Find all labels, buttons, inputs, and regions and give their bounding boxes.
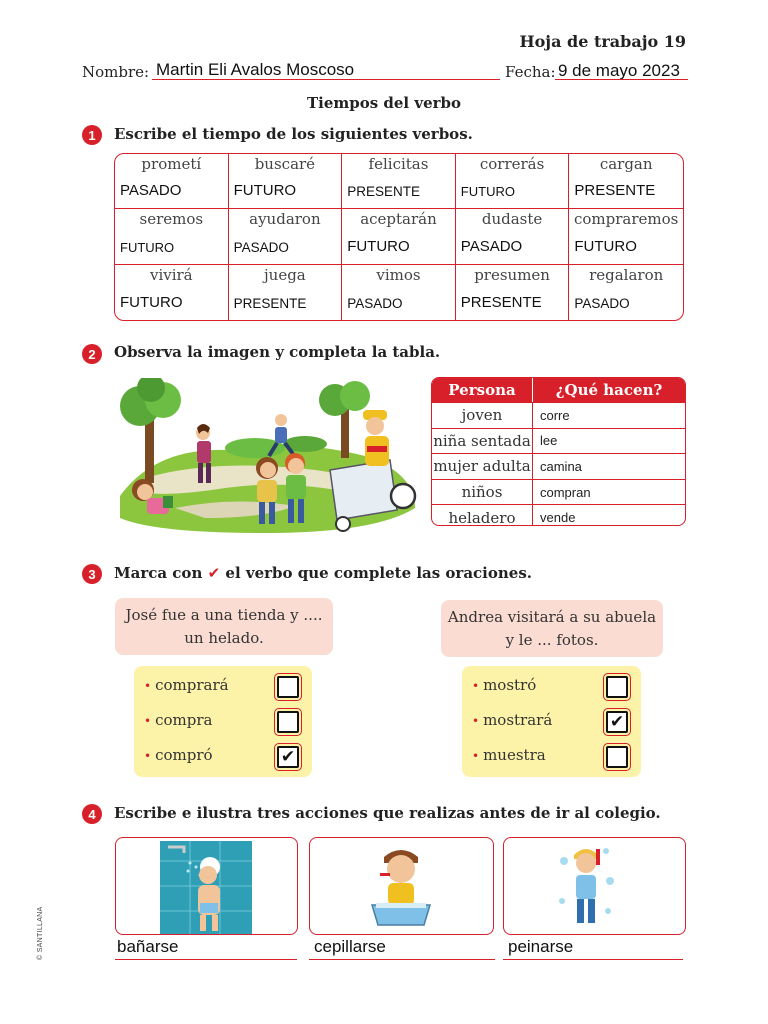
verb-text: vimos bbox=[376, 265, 421, 284]
persona-cell: niños bbox=[432, 480, 533, 505]
date-value[interactable]: 9 de mayo 2023 bbox=[558, 61, 680, 80]
action-2-line bbox=[309, 959, 495, 960]
section-2-instruction: Observa la imagen y completa la tabla. bbox=[114, 343, 441, 361]
name-underline bbox=[152, 79, 500, 80]
option-left-2-checkbox[interactable] bbox=[277, 711, 299, 733]
bullet-icon: • bbox=[472, 714, 480, 728]
section-1-instruction: Escribe el tiempo de los siguientes verbos. bbox=[114, 125, 473, 143]
action-2-text[interactable]: cepillarse bbox=[314, 937, 386, 956]
persona-cell: joven bbox=[432, 403, 533, 428]
shower-illustration bbox=[160, 841, 252, 934]
toothbrush-illustration bbox=[366, 841, 436, 931]
sentence-left-line1: José fue a una tienda y .... bbox=[125, 606, 323, 624]
bullet-icon: • bbox=[144, 714, 152, 728]
comb-hair-illustration bbox=[556, 841, 616, 929]
verb-cell bbox=[342, 265, 456, 320]
bullet-icon: • bbox=[144, 679, 152, 693]
verb-text: correrás bbox=[479, 155, 545, 173]
verb-cell bbox=[342, 209, 456, 264]
persona-table bbox=[431, 377, 686, 526]
tense-answer[interactable]: PASADO bbox=[120, 182, 182, 200]
option-right-2 bbox=[472, 711, 552, 729]
verb-text: compraremos bbox=[574, 210, 679, 229]
verb-text: regalaron bbox=[589, 265, 664, 284]
tense-answer[interactable]: FUTURO bbox=[574, 237, 637, 255]
tense-answer[interactable]: PASADO bbox=[233, 239, 289, 255]
option-label: compra bbox=[155, 711, 213, 729]
sentence-right-bubble bbox=[441, 600, 663, 657]
date-underline bbox=[555, 79, 688, 80]
persona-table-header bbox=[432, 378, 685, 402]
park-scene-illustration bbox=[115, 378, 420, 536]
section-4-instruction: Escribe e ilustra tres acciones que realizas antes de ir al colegio. bbox=[114, 804, 661, 822]
sentence-left-bubble bbox=[115, 598, 333, 655]
verb-cell bbox=[569, 154, 683, 209]
option-left-1-checkbox[interactable] bbox=[277, 676, 299, 698]
options-right-box bbox=[462, 666, 641, 777]
check-mark-icon: ✔ bbox=[207, 564, 221, 582]
tense-answer[interactable]: FUTURO bbox=[120, 239, 175, 255]
option-label: muestra bbox=[483, 746, 546, 764]
option-label: comprará bbox=[155, 676, 229, 694]
tense-answer[interactable]: PASADO bbox=[460, 237, 523, 255]
options-left-box bbox=[134, 666, 312, 777]
persona-row bbox=[432, 479, 685, 505]
option-right-2-checkbox[interactable]: ✔ bbox=[606, 711, 628, 733]
verb-cell bbox=[115, 154, 229, 209]
option-right-3 bbox=[472, 746, 546, 764]
persona-row bbox=[432, 402, 685, 428]
sentence-right-line1: Andrea visitará a su abuela bbox=[447, 608, 657, 626]
action-cell[interactable]: corre bbox=[540, 407, 570, 423]
sheet-title: Hoja de trabajo 19 bbox=[519, 32, 686, 51]
action-3-text[interactable]: peinarse bbox=[508, 937, 574, 956]
persona-cell: mujer adulta bbox=[432, 454, 533, 479]
verb-text: seremos bbox=[139, 210, 204, 229]
option-right-3-checkbox[interactable] bbox=[606, 746, 628, 768]
option-left-2 bbox=[144, 711, 212, 729]
persona-row bbox=[432, 453, 685, 479]
option-label: mostró bbox=[483, 676, 537, 694]
section-4-number: 4 bbox=[82, 804, 102, 824]
verb-text: cargan bbox=[599, 155, 653, 173]
bullet-icon: • bbox=[144, 749, 152, 763]
section-1-number: 1 bbox=[82, 125, 102, 145]
persona-cell: heladero bbox=[432, 505, 533, 526]
tense-answer[interactable]: PASADO bbox=[574, 295, 630, 311]
persona-row bbox=[432, 428, 685, 454]
verb-cell bbox=[342, 154, 456, 209]
verb-cell bbox=[115, 209, 229, 264]
action-box-2[interactable] bbox=[309, 837, 494, 935]
action-cell[interactable]: vende bbox=[540, 510, 576, 526]
date-label: Fecha: bbox=[505, 63, 556, 81]
verb-cell bbox=[569, 265, 683, 320]
verb-cell bbox=[456, 154, 570, 209]
option-left-3-checkbox[interactable]: ✔ bbox=[277, 746, 299, 768]
page-title: Tiempos del verbo bbox=[306, 94, 462, 112]
name-value[interactable]: Martin Eli Avalos Moscoso bbox=[156, 60, 355, 79]
tense-answer[interactable]: FUTURO bbox=[120, 293, 183, 311]
verb-cell bbox=[456, 209, 570, 264]
verb-text: dudaste bbox=[481, 210, 543, 229]
verb-cell bbox=[229, 265, 343, 320]
verb-text: ayudaron bbox=[249, 210, 321, 229]
option-label: compró bbox=[155, 746, 213, 764]
option-right-1 bbox=[472, 676, 536, 694]
verb-cell bbox=[115, 265, 229, 320]
option-label: mostrará bbox=[483, 711, 553, 729]
option-left-1 bbox=[144, 676, 229, 694]
copyright-text: © SANTILLANA bbox=[37, 906, 44, 960]
sentence-left-line2: un helado. bbox=[184, 629, 264, 647]
tense-answer[interactable]: PRESENTE bbox=[460, 293, 542, 311]
action-box-3[interactable] bbox=[503, 837, 686, 935]
instruction-prefix: Marca con bbox=[114, 564, 203, 582]
tense-answer[interactable]: PRESENTE bbox=[347, 184, 420, 200]
persona-row bbox=[432, 504, 685, 526]
tense-answer[interactable]: FUTURO bbox=[233, 182, 297, 200]
bullet-icon: • bbox=[472, 749, 480, 763]
action-1-line bbox=[115, 959, 297, 960]
verb-text: buscaré bbox=[254, 155, 316, 173]
header-persona: Persona bbox=[432, 378, 533, 402]
section-2-number: 2 bbox=[82, 344, 102, 364]
tense-answer[interactable]: FUTURO bbox=[347, 237, 410, 255]
header-que-hacen: ¿Qué hacen? bbox=[555, 381, 663, 399]
tense-answer[interactable]: PRESENTE bbox=[233, 295, 307, 311]
name-label: Nombre: bbox=[82, 63, 150, 81]
verb-text: vivirá bbox=[149, 265, 193, 284]
verb-cell bbox=[229, 209, 343, 264]
verb-text: felicitas bbox=[368, 155, 429, 173]
verb-cell bbox=[456, 265, 570, 320]
verb-text: presumen bbox=[474, 265, 550, 284]
action-box-1[interactable] bbox=[115, 837, 298, 935]
section-3-number: 3 bbox=[82, 564, 102, 584]
bullet-icon: • bbox=[472, 679, 480, 693]
action-3-line bbox=[503, 959, 683, 960]
verb-text: aceptarán bbox=[360, 210, 437, 229]
action-cell[interactable]: lee bbox=[540, 433, 558, 449]
option-right-1-checkbox[interactable] bbox=[606, 676, 628, 698]
tense-answer[interactable]: FUTURO bbox=[460, 184, 515, 200]
verb-cell bbox=[569, 209, 683, 264]
tense-answer[interactable]: PASADO bbox=[347, 295, 403, 311]
verb-tense-grid bbox=[114, 153, 684, 321]
tense-answer[interactable]: PRESENTE bbox=[574, 182, 656, 200]
instruction-suffix: el verbo que complete las oraciones. bbox=[225, 564, 533, 582]
sentence-right-line2: y le ... fotos. bbox=[505, 631, 599, 649]
action-cell[interactable]: camina bbox=[540, 458, 582, 474]
section-3-instruction bbox=[114, 564, 532, 582]
verb-text: juega bbox=[264, 265, 306, 284]
verb-cell bbox=[229, 154, 343, 209]
option-left-3 bbox=[144, 746, 213, 764]
persona-cell: niña sentada bbox=[432, 429, 533, 454]
action-1-text[interactable]: bañarse bbox=[117, 937, 179, 956]
verb-text: prometí bbox=[141, 155, 202, 173]
action-cell[interactable]: compran bbox=[540, 484, 591, 500]
